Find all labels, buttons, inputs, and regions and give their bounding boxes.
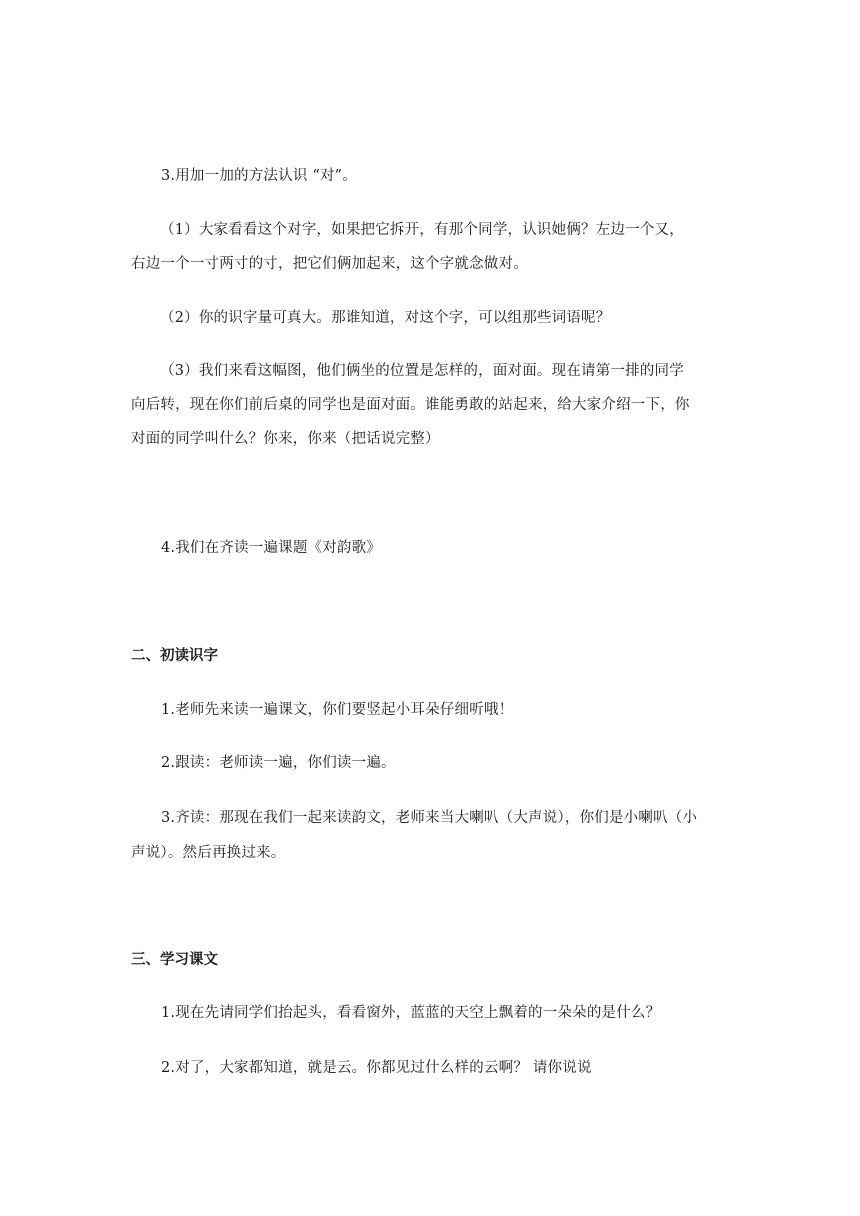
intro-item4: 4.我们在齐读一遍课题《对韵歌》 (161, 540, 382, 556)
reading-item2: 2.跟读：老师读一遍，你们读一遍。 (161, 755, 396, 771)
section-heading-reading: 二、初读识字 (131, 647, 218, 664)
intro-sub3-line3: 对面的同学叫什么？你来，你来（把话说完整） (131, 431, 440, 447)
intro-sub3-line1: （3）我们来看这幅图，他们俩坐的位置是怎样的，面对面。现在请第一排的同学 (160, 363, 684, 379)
section-heading-learning: 三、学习课文 (131, 951, 218, 968)
intro-sub2: （2）你的识字量可真大。那谁知道，对这个字，可以组那些词语呢？ (160, 310, 611, 326)
intro-sub3-line2: 向后转，现在你们前后桌的同学也是面对面。谁能勇敢的站起来，给大家介绍一下，你 (131, 397, 690, 413)
intro-sub1-line1: （1）大家看看这个对字，如果把它拆开，有那个同学，认识她俩？左边一个又， (160, 222, 684, 238)
learning-item2: 2.对了，大家都知道，就是云。你都见过什么样的云啊？ 请你说说 (161, 1060, 592, 1076)
reading-item1: 1.老师先来读一遍课文，你们要竖起小耳朵仔细听哦！ (161, 702, 514, 718)
intro-sub1-line2: 右边一个一寸两寸的寸，把它们俩加起来，这个字就念做对。 (131, 256, 528, 272)
reading-item3-line2: 声说）。然后再换过来。 (131, 845, 286, 861)
reading-item3-line1: 3.齐读：那现在我们一起来读韵文，老师来当大喇叭（大声说），你们是小喇叭（小 (161, 810, 698, 826)
intro-item3-title: 3.用加一加的方法认识 “对”。 (161, 168, 357, 184)
learning-item1: 1.现在先请同学们抬起头，看看窗外，蓝蓝的天空上飘着的一朵朵的是什么？ (161, 1005, 661, 1021)
